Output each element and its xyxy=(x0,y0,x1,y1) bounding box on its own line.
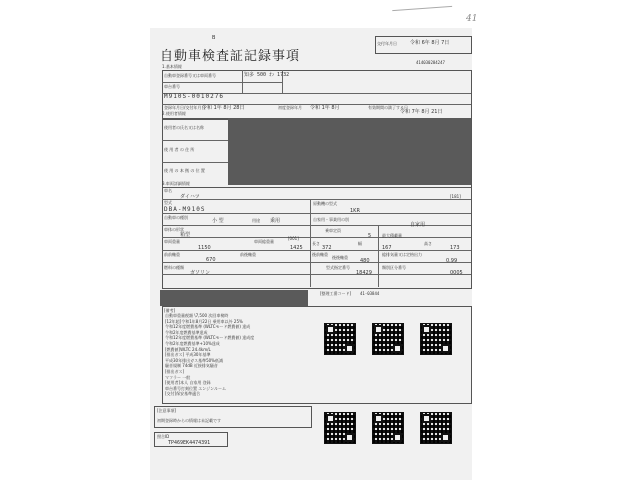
model-value: DBA-M910S xyxy=(164,206,206,213)
corner-scribble xyxy=(392,0,452,11)
rear-front-label: 後前軸重 xyxy=(312,252,328,257)
redacted-remarks-header xyxy=(160,290,308,306)
model-label: 型式 xyxy=(164,200,172,205)
base-location-label: 使 用 の 本 拠 の 位 置 xyxy=(164,168,205,173)
qr-code xyxy=(372,412,404,444)
first-reg-value: 令和 1年 8月 28日 xyxy=(202,105,245,111)
width-value: 167 xyxy=(382,245,392,251)
front-axle2-label: 前後軸重 xyxy=(240,252,256,257)
engine-label: 原動機の型式 xyxy=(313,201,337,206)
remark-line: 車台番号打刻位置 エンジンルーム xyxy=(165,385,226,391)
payload-label: 最大積載量 xyxy=(382,233,402,238)
qr-code xyxy=(324,412,356,444)
remarks-heading: [備考] xyxy=(164,308,176,313)
corner-handwriting: 41 xyxy=(466,14,478,24)
length-label: 長さ xyxy=(312,241,320,246)
remark-line: 騒音規制 74dB 近接排気騒音 xyxy=(165,363,218,369)
weight-value: 1150 xyxy=(198,245,211,251)
chassis-value: M910S-0010276 xyxy=(164,93,224,100)
reg-code-label: [整理工番コード] xyxy=(320,291,352,296)
rear-axle-value: 480 xyxy=(360,258,370,264)
gross-label: 車両総重量 xyxy=(254,239,274,244)
width-label: 幅 xyxy=(358,241,362,246)
user-address-label: 使 用 者 の 住 所 xyxy=(164,147,195,152)
type-no-label: 型式指定番号 xyxy=(326,265,350,270)
purpose-value: 自家用 xyxy=(410,222,426,228)
remark-line: [12年超]令和1年8月22日 乗用車以外 25% xyxy=(165,318,243,324)
chassis-label: 車台番号 xyxy=(164,84,180,89)
first-reg-label: 登録年月日/交付年月日 xyxy=(164,105,206,110)
remark-line: 令和12年度燃費基準 (WLTCモード燃費値) 達成 xyxy=(165,324,251,330)
qr-code xyxy=(420,412,452,444)
front-axle-value: 670 xyxy=(206,257,216,263)
first-year-value: 令和 1年 8月 xyxy=(310,105,340,111)
purpose-label: 自家用・事業用の別 xyxy=(313,217,349,222)
header-small-b: B xyxy=(212,35,216,41)
height-value: 173 xyxy=(450,245,460,251)
document-title: 自動車検査証記録事項 xyxy=(160,49,301,64)
notes-box xyxy=(154,406,312,428)
fuel-label: 燃料の種類 xyxy=(164,265,184,270)
remark-line: マフラー 一般 xyxy=(165,374,191,380)
plate-value: 知多 500 わ 1732 xyxy=(244,72,290,78)
qr-code xyxy=(324,323,356,355)
first-year-label: 初度登録年月 xyxy=(278,105,302,110)
notes-line: 初期登録時からの情報は未記載です xyxy=(157,418,221,423)
doc-number: 414030284247 xyxy=(416,60,445,65)
reg-code-value: 41-03844 xyxy=(360,291,380,296)
displacement-value: 0.99 xyxy=(446,258,458,264)
issue-date-label: 交付年月日 xyxy=(377,41,397,46)
category-value: 0005 xyxy=(450,270,463,276)
check-id-label: 照合ID xyxy=(157,434,170,439)
qr-code xyxy=(420,323,452,355)
issue-date-value: 令和 6年 8月 7日 xyxy=(410,40,450,46)
plate-label: 自動車登録番号又は車両番号 xyxy=(164,73,216,78)
check-id-value: TP469EK4474391 xyxy=(168,440,211,446)
gross-value: 1425 xyxy=(290,245,303,251)
remark-line: 令和2年度燃費基準+10%達成 xyxy=(165,341,220,346)
shape-code: [001] xyxy=(288,236,299,241)
engine-value: 1KR xyxy=(350,208,360,214)
maker-value: ダイハツ xyxy=(180,194,200,200)
inspection-certificate-document xyxy=(150,28,472,480)
remark-line: [燃費値]WLTC 24.4km/L xyxy=(165,346,211,352)
length-value: 372 xyxy=(322,245,332,251)
remark-line: 平成30年排出ガス基準50%低減 xyxy=(165,357,223,363)
front-axle-label: 前前軸重 xyxy=(164,252,180,257)
maker-code: [181] xyxy=(450,194,461,199)
type-no-value: 18429 xyxy=(356,270,372,276)
capacity-label: 乗車定員 xyxy=(325,228,341,233)
qr-code xyxy=(372,323,404,355)
section-vehicle-heading: 3.車両詳細情報 xyxy=(162,181,190,186)
expiry-value: 令和 7年 8月 21日 xyxy=(400,109,443,115)
displacement-label: 総排気量又は定格出力 xyxy=(382,252,422,257)
use-label: 用途 xyxy=(252,218,260,223)
rear-axle-label: 後後軸重 xyxy=(332,255,348,260)
capacity-value: 5 xyxy=(368,233,372,239)
maker-label: 車名 xyxy=(164,188,172,193)
expiry-label: 有効期間の満了する日 xyxy=(368,105,408,110)
remark-line: [排出ガス] xyxy=(165,369,185,374)
weight-label: 車両重量 xyxy=(164,239,180,244)
kind-value: 小 型 xyxy=(212,218,224,224)
remark-line: [排出ガス] 平成30年基準 xyxy=(165,352,211,358)
remark-line: 令和2年度燃費基準達成 xyxy=(165,329,208,335)
section-owner-heading: 2.使用者情報 xyxy=(162,111,186,116)
remark-line: 自動車重量税額 \7,500 次回車検時 xyxy=(165,313,229,318)
remark-line: [使用者]本人 自家用 登録 xyxy=(165,380,211,386)
use-value: 乗用 xyxy=(270,218,281,224)
remark-line: 令和12年度燃費基準 (WLTCモード燃費値) 達成度 xyxy=(165,335,255,341)
category-label: 類別区分番号 xyxy=(382,265,406,270)
shape-label: 車体の形状 xyxy=(164,227,184,232)
kind-label: 自動車の種別 xyxy=(164,215,188,220)
redacted-owner-block xyxy=(228,118,471,185)
fuel-value: ガソリン xyxy=(190,270,211,276)
user-name-label: 使用者の氏名又は名称 xyxy=(164,125,204,130)
remark-line: [交付]保安基準適合 xyxy=(165,391,201,397)
shape-value: 箱型 xyxy=(180,232,191,238)
section-basic-heading: 1.基本情報 xyxy=(162,64,182,69)
notes-heading: [注意事項] xyxy=(157,408,177,413)
height-label: 高さ xyxy=(424,241,432,246)
